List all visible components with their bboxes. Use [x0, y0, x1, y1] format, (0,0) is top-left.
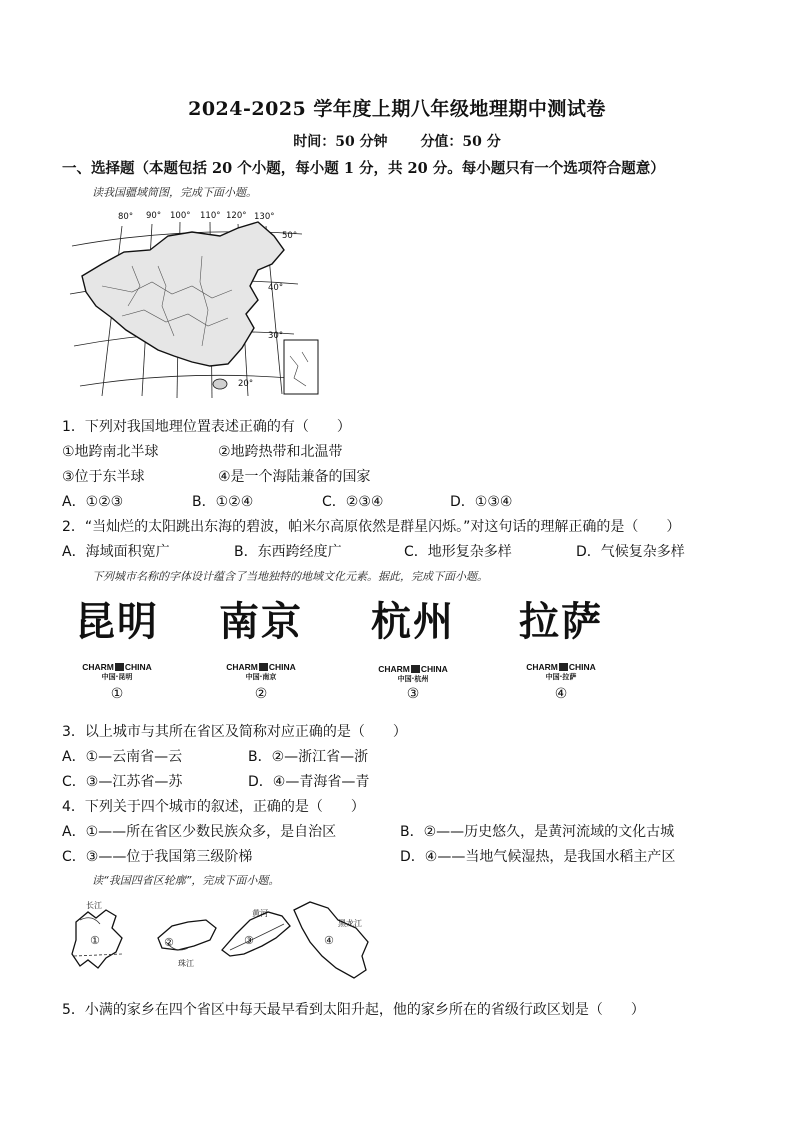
q2-option-b[interactable]: B．东西跨经度广	[234, 544, 342, 560]
q1-option-b[interactable]: B．①②④	[192, 494, 254, 510]
brand-text: CHARM	[526, 662, 558, 672]
city-number: ①	[110, 686, 124, 702]
city-logo-glyph: 杭州	[371, 598, 455, 645]
brand-text: CHARM	[226, 662, 258, 672]
brand-text: CHARM	[378, 664, 410, 674]
q3-option-d[interactable]: D．④—青海省—青	[248, 774, 370, 790]
city-caption-4	[496, 662, 626, 702]
river-label: 珠江	[178, 959, 194, 968]
question-1-stem: 1．下列对我国地理位置表述正确的有（ ）	[62, 419, 351, 435]
q1-option-c[interactable]: C．②③④	[322, 494, 384, 510]
q3-option-b[interactable]: B．②—浙江省—浙	[248, 749, 369, 765]
intro-provinces: 读“我国四省区轮廓”，完成下面小题。	[92, 874, 280, 887]
lat-label: 40°	[268, 283, 284, 293]
province-number: ①	[90, 934, 100, 947]
river-label: 黄河	[252, 909, 268, 918]
q1-option-d[interactable]: D．①③④	[450, 494, 513, 510]
province-outlines	[66, 898, 376, 990]
question-4-stem: 4．下列关于四个城市的叙述，正确的是（ ）	[62, 799, 365, 815]
lat-label: 20°	[238, 379, 254, 389]
city-caption-2	[196, 662, 326, 702]
page-title: 2024-2025 学年度上期八年级地理期中测试卷	[188, 98, 606, 120]
question-2-stem: 2．“当灿烂的太阳跳出东海的碧波，帕米尔高原依然是群星闪烁。”对这句话的理解正确的是（ ）	[62, 519, 681, 535]
lon-label: 110°	[200, 211, 221, 221]
q4-option-a[interactable]: A．①——所在省区少数民族众多，是自治区	[62, 824, 337, 840]
intro-map: 读我国疆域简图，完成下面小题。	[92, 186, 257, 199]
brand-text: CHINA	[124, 662, 152, 672]
city-logo-glyph: 昆明	[75, 598, 159, 645]
city-number: ④	[554, 686, 568, 702]
city-logo-3	[348, 590, 478, 647]
city-caption: 中国·南京	[245, 673, 277, 681]
province-number: ④	[324, 934, 334, 947]
lon-label: 120°	[226, 211, 247, 221]
province-number: ②	[164, 936, 174, 949]
exam-score: 分值：50 分	[420, 134, 501, 150]
city-logo-2	[196, 590, 326, 647]
city-caption: 中国·昆明	[101, 673, 133, 681]
lat-label: 30°	[268, 331, 284, 341]
q4-option-b[interactable]: B．②——历史悠久，是黄河流域的文化古城	[400, 824, 675, 840]
question-5-stem: 5．小满的家乡在四个省区中每天最早看到太阳升起，他的家乡所在的省级行政区划是（ ）	[62, 1002, 645, 1018]
q4-option-d[interactable]: D．④——当地气候湿热，是我国水稻主产区	[400, 849, 676, 865]
lon-label: 90°	[146, 211, 162, 221]
q1-statement-1: ①地跨南北半球	[62, 444, 159, 460]
square-icon	[559, 663, 568, 671]
city-logo-glyph: 南京	[219, 598, 303, 645]
q2-option-d[interactable]: D．气候复杂多样	[576, 544, 685, 560]
q1-statement-4: ④是一个海陆兼备的国家	[218, 469, 371, 485]
lon-label: 100°	[170, 211, 191, 221]
q2-option-a[interactable]: A．海域面积宽广	[62, 544, 170, 560]
city-logo-4	[496, 590, 626, 647]
brand-text: CHINA	[268, 662, 296, 672]
city-caption-3	[348, 664, 478, 702]
q1-statement-2: ②地跨热带和北温带	[218, 444, 343, 460]
brand-text: CHINA	[568, 662, 596, 672]
question-3-stem: 3．以上城市与其所在省区及简称对应正确的是（ ）	[62, 724, 407, 740]
exam-meta	[0, 131, 794, 151]
lon-label: 130°	[254, 212, 275, 222]
city-caption-1	[62, 662, 172, 702]
brand-text: CHINA	[420, 664, 448, 674]
city-logo-glyph: 拉萨	[519, 598, 603, 645]
exam-time: 时间：50 分钟	[293, 134, 388, 150]
river-label: 长江	[86, 901, 102, 910]
city-logo-1	[62, 590, 172, 647]
q4-option-c[interactable]: C．③——位于我国第三级阶梯	[62, 849, 253, 865]
square-icon	[259, 663, 268, 671]
q2-option-c[interactable]: C．地形复杂多样	[404, 544, 512, 560]
city-caption: 中国·拉萨	[545, 673, 577, 681]
city-number: ②	[254, 686, 268, 702]
q3-option-a[interactable]: A．①—云南省—云	[62, 749, 183, 765]
section-heading: 一、选择题（本题包括 20 个小题，每小题 1 分，共 20 分。每小题只有一个选项符合题意）	[62, 160, 665, 177]
city-number: ③	[406, 686, 420, 702]
square-icon	[411, 665, 420, 673]
river-label: 黑龙江	[338, 919, 362, 928]
q3-option-c[interactable]: C．③—江苏省—苏	[62, 774, 183, 790]
province-number: ③	[244, 934, 254, 947]
q1-statement-3: ③位于东半球	[62, 469, 145, 485]
intro-calligraphy: 下列城市名称的字体设计蕴含了当地独特的地域文化元素。据此，完成下面小题。	[92, 570, 488, 583]
city-caption: 中国·杭州	[397, 675, 429, 683]
china-territory-map	[62, 206, 332, 402]
lat-label: 50°	[282, 231, 298, 241]
q1-option-a[interactable]: A．①②③	[62, 494, 124, 510]
brand-text: CHARM	[82, 662, 114, 672]
lon-label: 80°	[118, 212, 134, 222]
square-icon	[115, 663, 124, 671]
